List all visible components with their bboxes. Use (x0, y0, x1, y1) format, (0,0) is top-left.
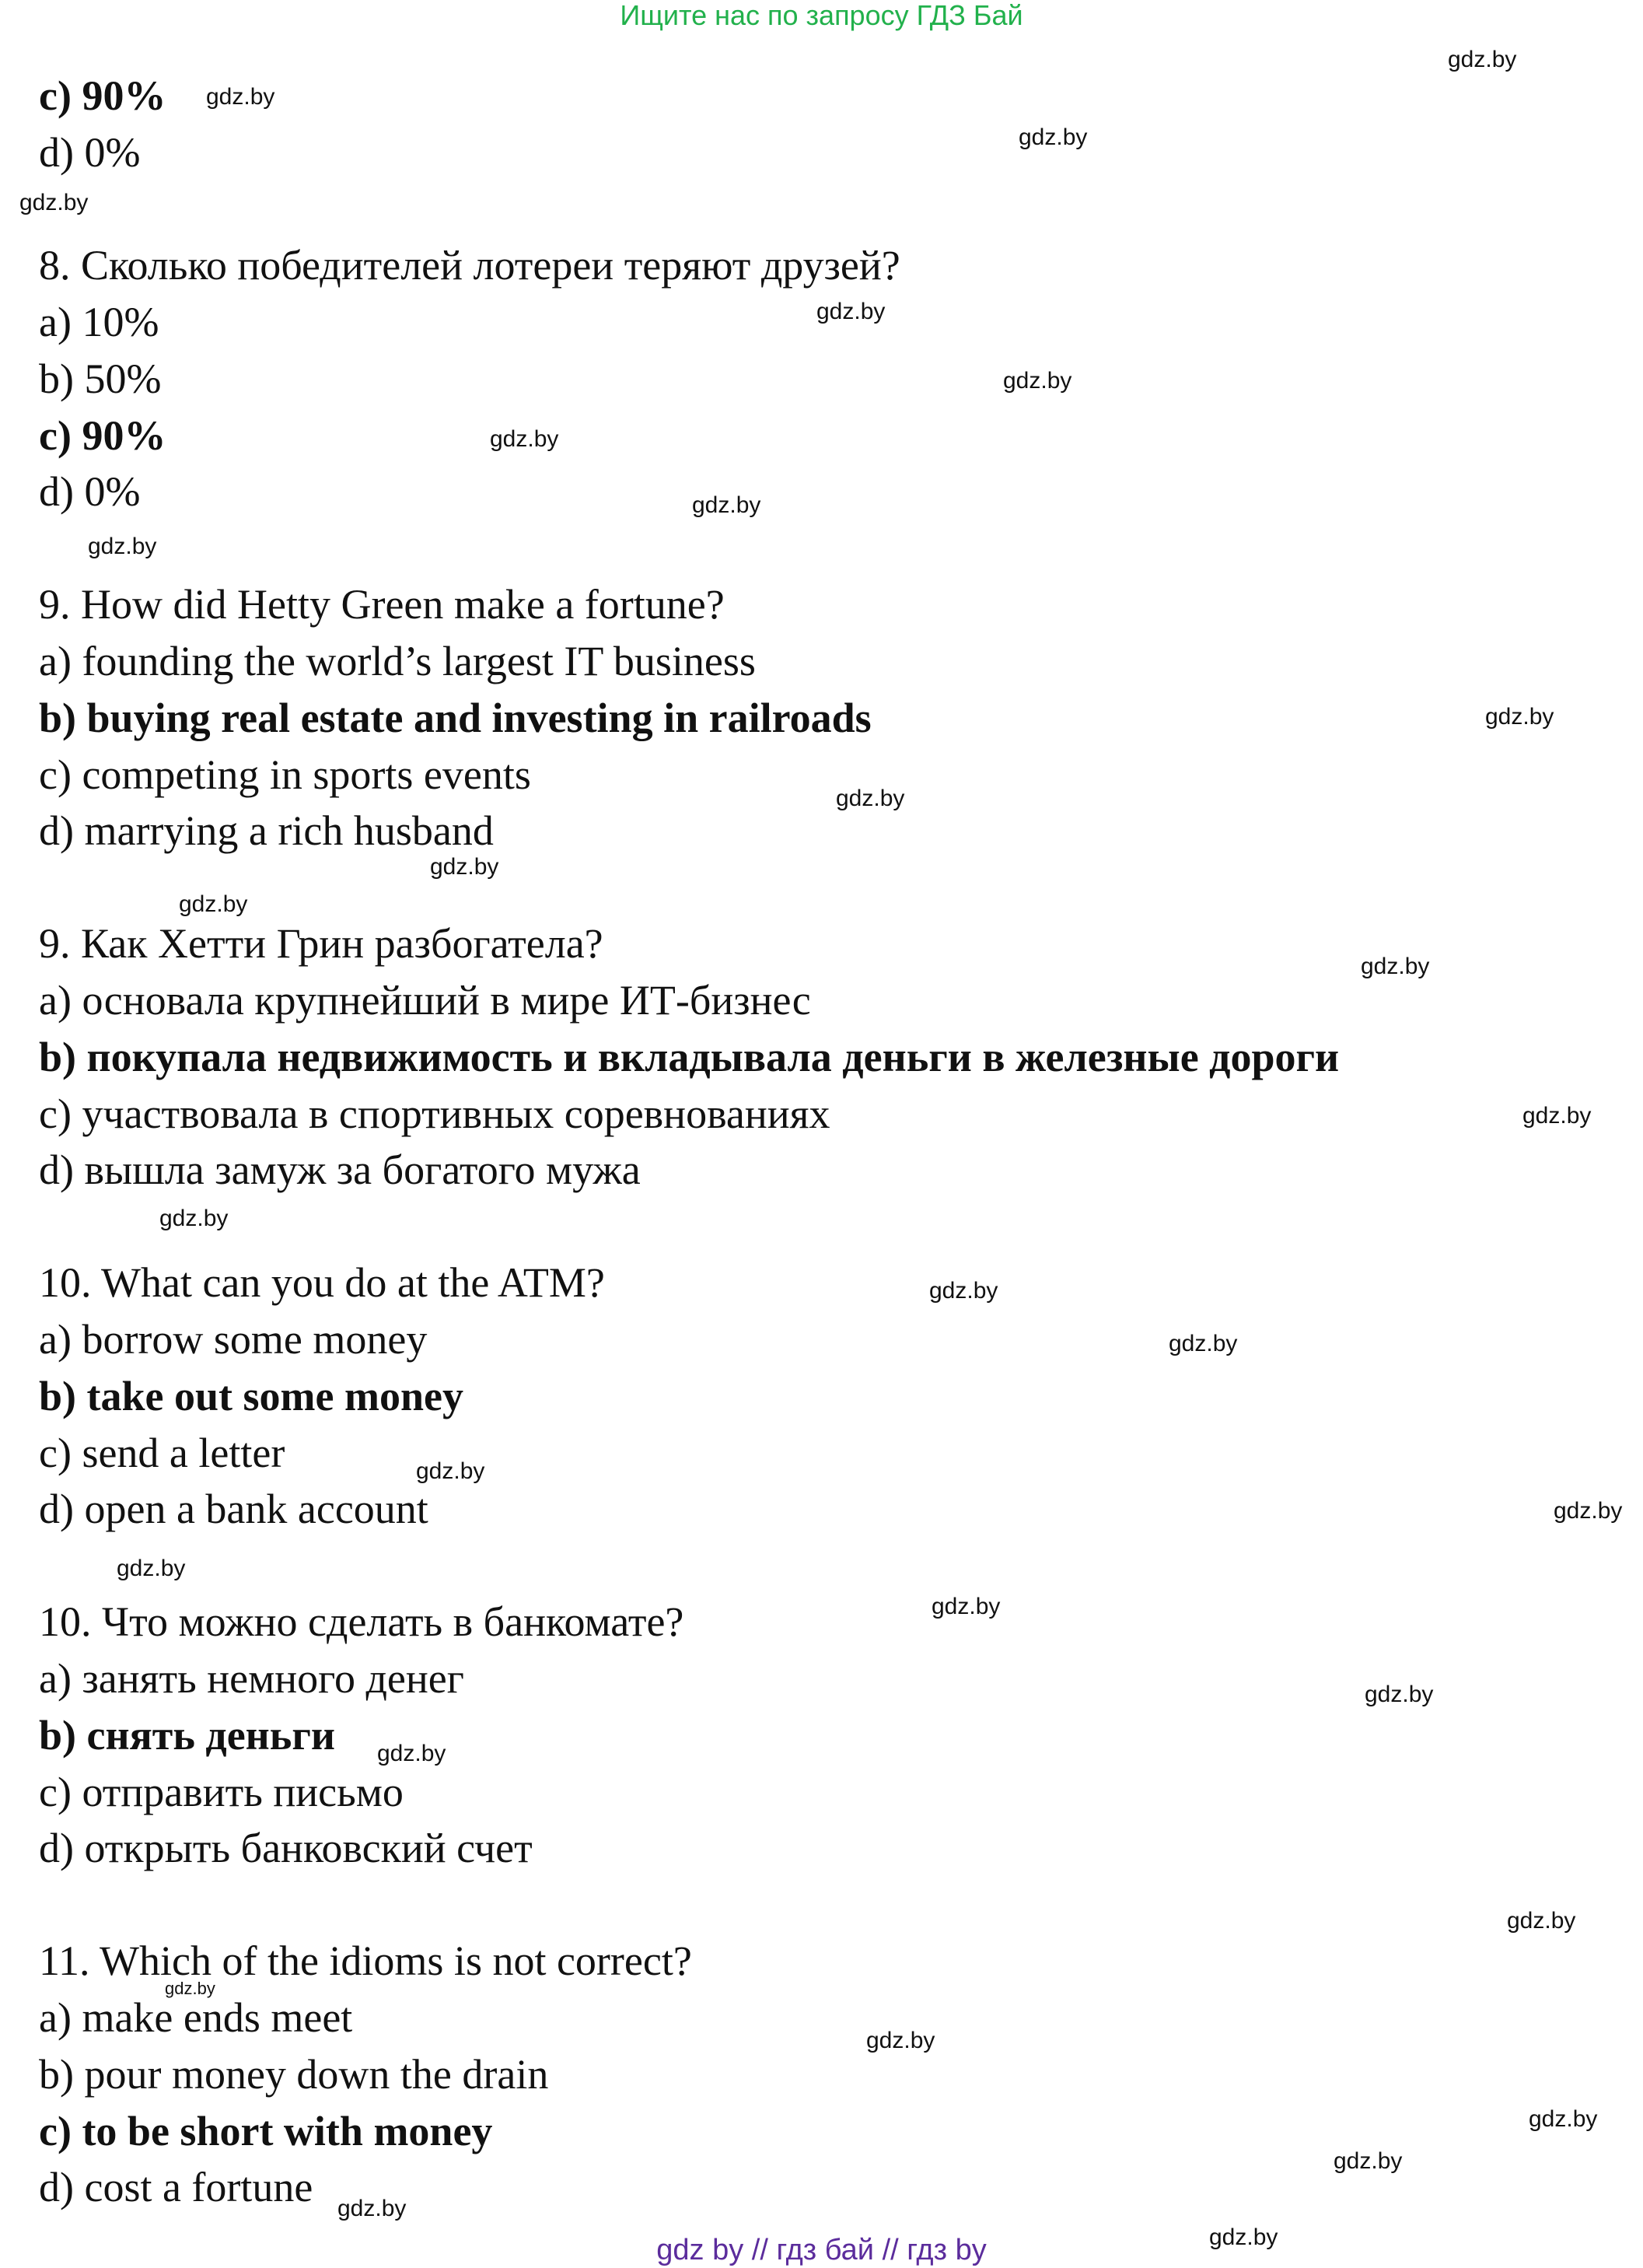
answer-c: c) 90% (39, 72, 166, 119)
answer-b: b) buying real estate and investing in railroads (39, 695, 872, 741)
answer-c: c) 90% (39, 412, 166, 459)
answer-a: a) make ends meet (39, 1994, 353, 2041)
question-text: 10. Что можно сделать в банкомате? (39, 1598, 684, 1645)
watermark: gdz.by (430, 854, 499, 880)
header-banner: Ищите нас по запросу ГДЗ Бай (620, 0, 1023, 31)
answer-b: b) 50% (39, 355, 162, 402)
answer-b: b) снять деньги (39, 1712, 335, 1759)
answer-a: a) borrow some money (39, 1316, 428, 1363)
answer-c: c) send a letter (39, 1430, 285, 1476)
question-text: 8. Сколько победителей лотереи теряют друзей? (39, 242, 900, 289)
watermark: gdz.by (1507, 1908, 1576, 1934)
footer-watermark: gdz by // гдз бай // гдз by (656, 2234, 987, 2266)
answer-d: d) open a bank account (39, 1486, 428, 1532)
answer-a: a) занять немного денег (39, 1655, 464, 1702)
answer-d: d) вышла замуж за богатого мужа (39, 1146, 641, 1193)
watermark: gdz.by (1361, 954, 1430, 979)
answer-d: d) cost a fortune (39, 2164, 313, 2210)
answer-a: a) 10% (39, 299, 159, 345)
question-text: 9. How did Hetty Green make a fortune? (39, 581, 725, 628)
watermark: gdz.by (1529, 2106, 1598, 2132)
watermark: gdz.by (816, 299, 886, 324)
answer-c: c) competing in sports events (39, 751, 531, 798)
answer-a: a) основала крупнейший в мире ИТ-бизнес (39, 977, 811, 1024)
watermark: gdz.by (932, 1594, 1001, 1619)
answer-d: d) marrying a rich husband (39, 807, 494, 854)
answer-d: d) открыть банковский счет (39, 1825, 533, 1871)
watermark: gdz.by (117, 1556, 186, 1581)
watermark: gdz.by (377, 1741, 446, 1766)
question-text: 9. Как Хетти Грин разбогатела? (39, 920, 603, 967)
watermark: gdz.by (692, 492, 761, 518)
watermark: gdz.by (490, 426, 559, 452)
watermark: gdz.by (1365, 1682, 1434, 1707)
watermark: gdz.by (1169, 1331, 1238, 1356)
watermark: gdz.by (1019, 124, 1088, 150)
answer-b: b) покупала недвижимость и вкладывала деньги в железные дороги (39, 1034, 1340, 1080)
watermark: gdz.by (1334, 2148, 1403, 2174)
answer-c: c) to be short with money (39, 2108, 493, 2154)
watermark: gdz.by (165, 1979, 215, 1998)
watermark: gdz.by (1554, 1498, 1623, 1524)
watermark: gdz.by (159, 1206, 229, 1231)
watermark: gdz.by (416, 1458, 485, 1484)
question-text: 11. Which of the idioms is not correct? (39, 1937, 692, 1984)
watermark: gdz.by (1485, 704, 1554, 730)
answer-d: d) 0% (39, 468, 141, 515)
answer-c: c) участвовала в спортивных соревнованиях (39, 1090, 830, 1137)
answer-b: b) pour money down the drain (39, 2051, 549, 2098)
watermark: gdz.by (1522, 1103, 1592, 1129)
watermark: gdz.by (337, 2196, 407, 2221)
answer-b: b) take out some money (39, 1373, 463, 1419)
question-text: 10. What can you do at the ATM? (39, 1259, 605, 1306)
watermark: gdz.by (88, 534, 157, 559)
watermark: gdz.by (929, 1278, 998, 1304)
answer-c: c) отправить письмо (39, 1769, 404, 1815)
answer-a: a) founding the world’s largest IT business (39, 638, 756, 684)
watermark: gdz.by (1003, 368, 1072, 394)
watermark: gdz.by (206, 84, 275, 110)
answer-d: d) 0% (39, 129, 141, 176)
watermark: gdz.by (866, 2028, 935, 2053)
watermark: gdz.by (179, 891, 248, 917)
watermark: gdz.by (19, 190, 89, 215)
watermark: gdz.by (1448, 47, 1517, 72)
watermark: gdz.by (1209, 2224, 1278, 2250)
watermark: gdz.by (836, 786, 905, 811)
